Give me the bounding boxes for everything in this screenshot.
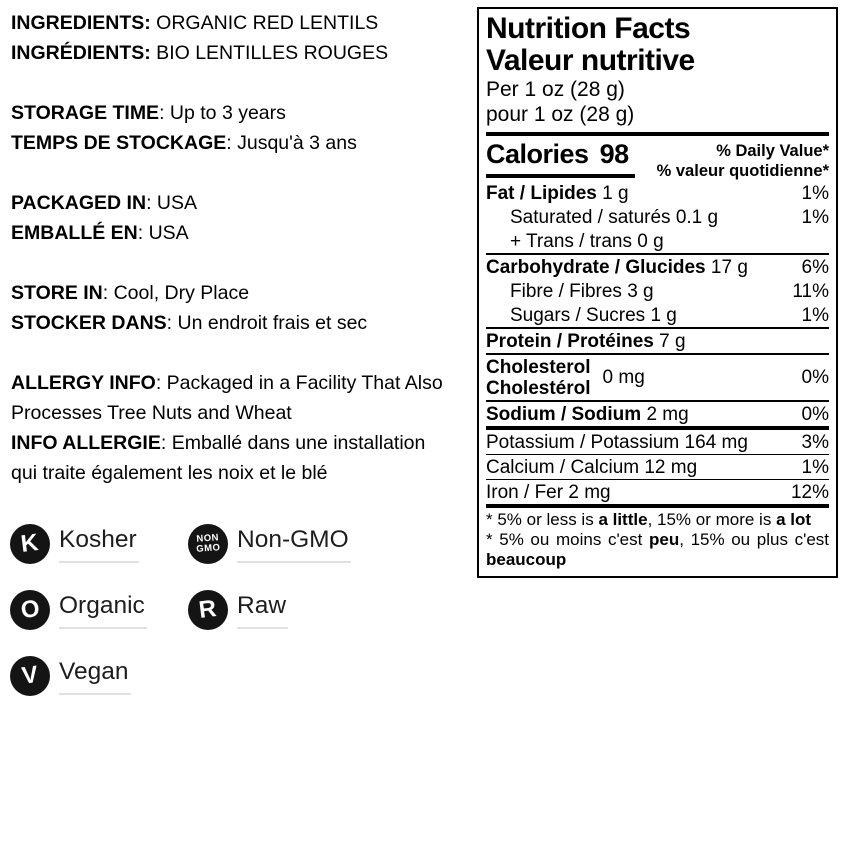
store-in-group (11, 278, 443, 338)
nutrition-row-fat (486, 181, 829, 205)
packaged-in-line-fr (11, 218, 443, 248)
sugars-dv: 1% (801, 304, 829, 326)
store-in-value-en: : Cool, Dry Place (102, 282, 250, 304)
serving-size-en: Per 1 oz (28 g) (486, 78, 625, 101)
nutrition-row-carbohydrate (486, 253, 829, 279)
nutrition-row-potassium (486, 426, 829, 454)
kosher-badge-icon (10, 524, 50, 564)
nutrition-title-fr: Valeur nutritive (486, 44, 695, 77)
non-gmo-badge-icon (188, 524, 228, 564)
packaged-in-value-en: : USA (146, 192, 197, 214)
allergy-info-label-en: ALLERGY INFO (11, 372, 156, 394)
product-info-column (11, 8, 443, 518)
nutrition-facts-panel (477, 7, 838, 578)
ingredients-label-fr: INGRÉDIENTS: (11, 42, 151, 64)
allergy-info-label-fr: INFO ALLERGIE (11, 432, 161, 454)
allergy-info-line-en (11, 368, 443, 428)
nutrition-row-saturated (486, 205, 829, 229)
organic-icon-letter: O (19, 594, 41, 625)
nutrition-row-iron (486, 479, 829, 504)
badge-label-vegan: Vegan (59, 658, 131, 695)
carbohydrate-dv: 6% (801, 256, 829, 278)
cholesterol-fr: Cholestérol (486, 377, 591, 399)
sugars-name: Sugars / Sucres 1 g (510, 304, 677, 326)
badge-label-kosher: Kosher (59, 526, 139, 563)
storage-time-line-fr (11, 128, 443, 158)
cholesterol-en: Cholesterol (486, 356, 591, 378)
calcium-dv: 1% (801, 456, 829, 478)
nutrition-row-calcium (486, 454, 829, 479)
iron-dv: 12% (790, 481, 829, 503)
cholesterol-amount: 0 mg (602, 367, 645, 388)
allergy-info-group (11, 368, 443, 488)
vegan-badge-icon (10, 656, 50, 696)
kosher-icon-letter: K (19, 529, 41, 558)
daily-value-header (657, 139, 829, 181)
ingredients-line-fr (11, 38, 443, 68)
fibre-dv: 11% (792, 280, 829, 302)
ingredients-line-en (11, 8, 443, 38)
footnote (486, 510, 829, 570)
badge-organic (10, 589, 188, 631)
calcium-name: Calcium / Calcium 12 mg (486, 456, 698, 478)
ingredients-group (11, 8, 443, 68)
store-in-label-en: STORE IN (11, 282, 103, 304)
packaged-in-line-en (11, 188, 443, 218)
raw-badge-icon (188, 590, 228, 630)
nutrition-row-cholesterol (486, 353, 829, 400)
cholesterol-bilingual (486, 357, 591, 399)
organic-badge-icon (10, 590, 50, 630)
thick-rule (486, 132, 829, 136)
store-in-label-fr: STOCKER DANS (11, 312, 167, 334)
raw-icon-letter: R (197, 595, 219, 624)
allergy-info-value-fr: : Emballé dans une installation qui traite également les noix et le blé (11, 432, 426, 484)
allergy-info-value-en: : Packaged in a Facility That Also Processes Tree Nuts and Wheat (11, 372, 443, 424)
store-in-line-fr (11, 308, 443, 338)
badge-label-organic: Organic (59, 592, 147, 629)
store-in-line-en (11, 278, 443, 308)
badge-label-raw: Raw (237, 592, 288, 629)
storage-time-group (11, 98, 443, 158)
badge-raw (188, 589, 351, 631)
cholesterol-dv: 0% (801, 367, 829, 388)
fibre-name: Fibre / Fibres 3 g (510, 280, 654, 302)
thick-rule-bottom (486, 504, 829, 508)
ingredients-value-en: ORGANIC RED LENTILS (150, 12, 379, 34)
saturated-dv: 1% (801, 206, 829, 228)
calories-section (486, 139, 829, 181)
calories-number: 98 (599, 139, 629, 169)
iron-name: Iron / Fer 2 mg (486, 481, 611, 503)
ingredients-value-fr: BIO LENTILLES ROUGES (150, 42, 389, 64)
store-in-value-fr: : Un endroit frais et sec (166, 312, 368, 334)
ingredients-label-en: INGREDIENTS: (11, 12, 151, 34)
footnote-fr: * 5% ou moins c'est peu, 15% ou plus c'est beaucoup (486, 530, 829, 569)
badge-kosher (10, 523, 188, 565)
saturated-name: Saturated / saturés 0.1 g (510, 206, 719, 228)
storage-time-value-en: : Up to 3 years (159, 102, 286, 124)
badge-non-gmo (188, 523, 351, 565)
nutrition-title-en: Nutrition Facts (486, 12, 691, 45)
cholesterol-name (486, 357, 645, 399)
storage-time-value-fr: : Jusqu'à 3 ans (226, 132, 357, 154)
nutrition-row-protein (486, 327, 829, 353)
badge-vegan (10, 655, 188, 697)
packaged-in-value-fr: : USA (137, 222, 189, 244)
nutrition-row-fibre (486, 279, 829, 303)
daily-value-header-en: % Daily Value* (716, 142, 829, 160)
packaged-in-label-fr: EMBALLÉ EN (11, 222, 138, 244)
nutrition-row-trans (486, 229, 829, 253)
calories-value (486, 139, 635, 178)
trans-name: + Trans / trans 0 g (510, 230, 664, 252)
packaged-in-group (11, 188, 443, 248)
fat-name: Fat / Lipides 1 g (486, 182, 629, 204)
daily-value-header-fr: % valeur quotidienne* (656, 161, 829, 180)
footnote-en: * 5% or less is a little, 15% or more is a lot (486, 510, 812, 529)
certification-badges (10, 523, 351, 697)
nutrition-row-sodium (486, 400, 829, 426)
sodium-dv: 0% (801, 403, 829, 425)
vegan-icon-letter: V (20, 661, 40, 690)
storage-time-label-en: STORAGE TIME (11, 102, 160, 124)
allergy-info-line-fr (11, 428, 443, 488)
potassium-name: Potassium / Potassium 164 mg (486, 431, 748, 453)
packaged-in-label-en: PACKAGED IN (11, 192, 147, 214)
potassium-dv: 3% (801, 431, 829, 453)
serving-size-fr: pour 1 oz (28 g) (486, 103, 635, 126)
fat-dv: 1% (801, 182, 829, 204)
carbohydrate-name: Carbohydrate / Glucides 17 g (486, 256, 748, 278)
storage-time-label-fr: TEMPS DE STOCKAGE (11, 132, 227, 154)
sodium-name: Sodium / Sodium 2 mg (486, 403, 689, 425)
badge-label-non-gmo: Non-GMO (237, 526, 351, 563)
calories-label: Calories (486, 139, 589, 169)
nutrition-row-sugars (486, 303, 829, 327)
protein-name: Protein / Protéines 7 g (486, 330, 686, 352)
non-gmo-icon-text: NON GMO (195, 532, 221, 555)
storage-time-line-en (11, 98, 443, 128)
